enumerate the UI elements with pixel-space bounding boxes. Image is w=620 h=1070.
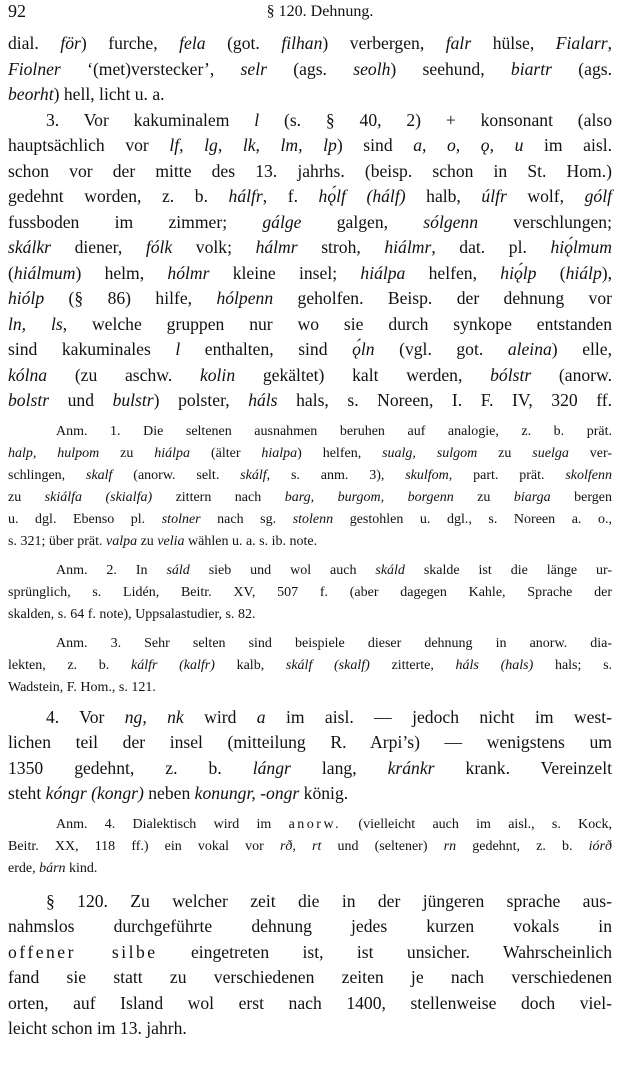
text-run: eingetreten ist, ist unsicher. Wahrscheinlich	[157, 941, 612, 962]
text-run: ) sind	[336, 135, 414, 155]
running-title: § 120. Dehnung.	[266, 3, 374, 20]
text-run: , dat. pl.	[431, 237, 551, 257]
italic-term: bárn	[39, 860, 66, 876]
italic-term: ln, ls	[8, 313, 63, 334]
italic-term: hiǫ́lp	[500, 262, 537, 283]
text-run: stroh,	[297, 237, 385, 257]
text-run: und	[49, 390, 113, 410]
text-run: zu	[137, 533, 158, 549]
text-run: ,	[607, 33, 612, 53]
italic-term: selr	[240, 58, 267, 79]
text-run: 3. Vor kakuminalem	[46, 109, 255, 130]
text-line	[8, 509, 612, 531]
text-run: leicht schon im 13. jahrh.	[8, 1018, 187, 1038]
text-run: lang,	[290, 757, 388, 778]
text-run: sieb und wol auch	[189, 562, 376, 578]
italic-term: konungr, -ongr	[194, 783, 300, 803]
text-line	[8, 337, 612, 363]
italic-term: biartr	[510, 58, 552, 79]
text-run: Anm. 3. Sehr selten sind beispiele dieser dehnung in anorw. dia-	[56, 635, 612, 651]
text-run: gekältet) kalt werden,	[235, 364, 491, 385]
text-run: erde,	[8, 860, 40, 876]
text-run: , f.	[262, 186, 319, 206]
text-run: 1350 gedehnt, z. b.	[8, 757, 253, 778]
italic-term: hialpa	[261, 445, 298, 461]
annotation-paragraph	[8, 421, 612, 553]
italic-term: falr	[445, 33, 472, 53]
italic-term: skálf (skalf)	[285, 657, 370, 673]
italic-term: gálge	[262, 211, 302, 232]
text-run: , s. anm. 3),	[266, 467, 406, 483]
italic-term: fólk	[145, 237, 173, 257]
italic-term: sólgenn	[423, 211, 479, 232]
text-line	[8, 914, 612, 940]
text-line	[8, 159, 612, 185]
text-run: (anorw. selt.	[112, 467, 241, 483]
text-run: hülse,	[471, 33, 556, 53]
body-paragraph	[8, 108, 612, 414]
text-run: Wadstein, F. Hom., s. 121.	[8, 679, 156, 695]
text-run: schon vor der mitte des 13. jahrhs. (beisp. schon in St. Hom.)	[8, 160, 612, 181]
text-line	[8, 889, 612, 915]
text-line	[8, 965, 612, 991]
text-line	[8, 82, 612, 108]
text-line	[8, 1016, 612, 1042]
body-paragraph	[8, 889, 612, 1042]
text-run: (vielleicht auch im aisl., s. Kock,	[341, 816, 612, 832]
italic-term: hiǫ́lmum	[550, 237, 613, 257]
text-run: hals, s. Noreen, I. F. IV, 320 ff.	[277, 390, 613, 410]
text-line	[8, 210, 612, 236]
text-run: halb,	[405, 186, 482, 206]
annotation-paragraph	[8, 633, 612, 699]
italic-term: hálfr	[228, 186, 263, 206]
italic-term: hólpenn	[216, 288, 274, 308]
text-line	[8, 133, 612, 159]
italic-term: aleina	[507, 339, 552, 359]
text-line	[8, 531, 612, 553]
italic-term: filhan	[281, 33, 323, 53]
text-run: enthalten, sind	[180, 339, 353, 359]
text-line	[8, 31, 612, 57]
text-run: krank. Vereinzelt	[434, 757, 612, 778]
text-line	[8, 858, 612, 880]
text-run: zu	[453, 489, 514, 505]
text-run: im aisl. — jedoch nicht im west-	[265, 706, 613, 727]
text-run: , part. prät.	[448, 467, 566, 483]
text-run: diener,	[51, 237, 146, 257]
text-run: (vgl. got.	[374, 339, 508, 359]
italic-term: hiálmr	[384, 237, 432, 257]
italic-term: a	[256, 706, 266, 727]
text-run: zu	[8, 489, 45, 505]
italic-term: sualg, sulgom	[382, 445, 478, 461]
text-run: geholfen. Beisp. der dehnung vor	[273, 288, 612, 308]
italic-term: suelga	[532, 445, 569, 461]
italic-term: valpa	[105, 533, 138, 549]
text-line	[8, 604, 612, 626]
text-run: skalde ist die länge ur-	[404, 562, 612, 578]
text-run: wird	[183, 706, 257, 727]
text-run: kalb,	[214, 657, 286, 673]
text-run: zu	[477, 445, 533, 461]
text-run: bergen	[550, 489, 612, 505]
text-run: , welche gruppen nur wo sie durch synkope entstanden	[62, 313, 612, 334]
text-line	[8, 836, 612, 858]
text-line	[8, 756, 612, 782]
italic-term: háls (hals)	[455, 657, 534, 673]
text-line	[8, 633, 612, 655]
text-line	[8, 261, 612, 287]
italic-term: beorht	[8, 84, 54, 104]
text-run: (	[8, 262, 14, 283]
italic-term: sáld	[166, 562, 190, 578]
text-run: lekten, z. b.	[8, 657, 131, 673]
text-run: u. dgl. Ebenso pl.	[8, 511, 162, 527]
italic-term: ng, nk	[124, 706, 184, 727]
text-run: zittern nach	[152, 489, 285, 505]
text-run: ) verbergen,	[322, 33, 446, 53]
italic-term: skiálfa (skialfa)	[44, 489, 153, 505]
italic-term: biarga	[513, 489, 551, 505]
italic-term: Fiolner	[8, 58, 61, 79]
annotation-paragraph	[8, 814, 612, 880]
italic-term: rn	[443, 838, 457, 854]
italic-term: lángr	[252, 757, 291, 778]
text-run: Anm. 2. In	[56, 562, 167, 578]
italic-term: hiólp	[8, 288, 45, 308]
text-line	[8, 677, 612, 699]
text-run: skalden, s. 64 f. note), Uppsalastudier, s. 82.	[8, 606, 256, 622]
text-line	[8, 443, 612, 465]
italic-term: skálkr	[8, 237, 51, 257]
text-line	[8, 582, 612, 604]
text-run: (got.	[205, 33, 282, 53]
italic-term: skalf	[86, 467, 113, 483]
text-line	[8, 781, 612, 807]
text-line	[8, 388, 612, 414]
page-number: 92	[8, 1, 26, 21]
text-line	[8, 363, 612, 389]
italic-term: halp, hulpom	[8, 445, 100, 461]
text-line	[8, 312, 612, 338]
text-line	[8, 655, 612, 677]
text-run: (s. § 40, 2) + konsonant (also	[259, 109, 612, 130]
italic-term: hiálpa	[360, 262, 406, 283]
text-line	[8, 705, 612, 731]
text-run: zitterte,	[369, 657, 456, 673]
italic-term: stolenn	[292, 511, 334, 527]
italic-term: skálf	[240, 467, 267, 483]
italic-term: a, o, ǫ, u	[413, 135, 524, 155]
body-paragraph	[8, 31, 612, 108]
text-line	[8, 487, 612, 509]
text-run: nahmslos durchgeführte dehnung jedes kurzen vokals in	[8, 916, 612, 936]
text-run: sprünglich, s. Lidén, Beitr. XV, 507 f. (aber dagegen Kahle, Sprache der	[8, 584, 612, 600]
text-line	[8, 465, 612, 487]
text-run: könig.	[299, 783, 349, 803]
italic-term: háls	[248, 390, 278, 410]
text-run: ) elle,	[551, 339, 612, 359]
text-run: hals; s.	[533, 657, 613, 673]
text-run: Anm. 1. Die seltenen ausnahmen beruhen auf analogie, z. b. prät.	[56, 423, 612, 439]
italic-term: hólmr	[167, 262, 210, 283]
italic-term: lf, lg, lk, lm, lp	[169, 135, 337, 155]
text-run: ) polster,	[153, 390, 249, 410]
text-run: (ags.	[266, 58, 354, 79]
body-paragraph	[8, 705, 612, 807]
text-line	[8, 108, 612, 134]
text-run: ) furche,	[80, 33, 180, 53]
text-run: galgen,	[301, 211, 424, 232]
text-run: ),	[601, 262, 613, 283]
text-run: ) seehund,	[390, 58, 511, 79]
text-run: § 120. Zu welcher zeit die in der jüngeren sprache aus-	[46, 890, 612, 911]
text-run: volk;	[172, 237, 256, 257]
italic-term: gólf	[584, 186, 612, 206]
text-line	[8, 560, 612, 582]
italic-term: hiálmum	[13, 262, 76, 283]
text-run: zu	[99, 445, 155, 461]
text-line	[8, 57, 612, 83]
text-run: schlingen,	[8, 467, 86, 483]
italic-term: bulstr	[112, 390, 154, 410]
italic-term: fela	[179, 33, 206, 53]
italic-term: kólna	[8, 364, 48, 385]
text-run: und (seltener)	[321, 838, 444, 854]
text-line	[8, 235, 612, 261]
italic-term: l	[254, 109, 260, 130]
text-run: verschlungen;	[478, 211, 612, 232]
italic-term: ǫ́ln	[352, 339, 375, 359]
text-run: 4. Vor	[46, 706, 125, 727]
text-line	[8, 940, 612, 966]
text-run: im aisl.	[523, 135, 613, 155]
text-run: (§ 86) hilfe,	[44, 288, 217, 308]
annotation-paragraph	[8, 560, 612, 626]
text-run: (	[536, 262, 566, 283]
text-run: ) hell, licht u. a.	[53, 84, 165, 104]
text-run: ver-	[568, 445, 612, 461]
italic-term: stolner	[161, 511, 201, 527]
text-run: wählen u. a. s. ib. note.	[184, 533, 318, 549]
italic-term: hǫ́lf (hálf)	[318, 186, 406, 206]
text-run: ) helm,	[75, 262, 168, 283]
text-line	[8, 730, 612, 756]
italic-term: seolh	[353, 58, 391, 79]
text-run: hauptsächlich vor	[8, 135, 170, 155]
text-run: s. 321; über prät.	[8, 533, 106, 549]
italic-term: bolstr	[8, 390, 50, 410]
italic-term: kolin	[199, 364, 236, 385]
italic-term: l	[175, 339, 181, 359]
text-run: Anm. 4. Dialektisch wird im	[56, 816, 289, 832]
text-run: (zu aschw.	[47, 364, 200, 385]
italic-term: hiálpa	[154, 445, 191, 461]
text-line	[8, 991, 612, 1017]
italic-term: velia	[157, 533, 185, 549]
text-run: (älter	[190, 445, 262, 461]
text-run: nach sg.	[200, 511, 293, 527]
text-run: gedehnt, z. b.	[456, 838, 589, 854]
text-run: wolf,	[506, 186, 585, 206]
italic-term: skulfom	[405, 467, 449, 483]
text-run: sind kakuminales	[8, 339, 176, 359]
italic-term: iórð	[588, 838, 612, 854]
text-line	[8, 421, 612, 443]
text-line	[8, 286, 612, 312]
text-run: fussboden im zimmer;	[8, 211, 263, 232]
text-run: (ags.	[551, 58, 612, 79]
text-run: ) helfen,	[297, 445, 383, 461]
text-run: lichen teil der insel (mitteilung R. Arpi’s) — wenigstens um	[8, 732, 612, 752]
text-run: helfen,	[405, 262, 501, 283]
italic-term: kránkr	[387, 757, 435, 778]
text-line	[8, 814, 612, 836]
text-run: gedehnt worden, z. b.	[8, 186, 229, 206]
italic-term: barg, burgom, borgenn	[284, 489, 454, 505]
italic-term: kóngr (kongr)	[45, 783, 144, 803]
text-run: kleine insel;	[209, 262, 361, 283]
italic-term: hiálp	[565, 262, 602, 283]
italic-term: bólstr	[490, 364, 532, 385]
italic-term: för	[60, 33, 81, 53]
italic-term: Fialarr	[555, 33, 608, 53]
text-run: neben	[143, 783, 195, 803]
text-run: fand sie statt zu verschiedenen zeiten je nach verschiedenen	[8, 967, 612, 987]
italic-term: rð, rt	[279, 838, 322, 854]
italic-term: skolfenn	[565, 467, 612, 483]
spaced-emphasis: anorw.	[288, 816, 342, 832]
text-run: dial.	[8, 33, 61, 53]
page-body	[8, 31, 612, 1042]
italic-term: kálfr (kalfr)	[131, 657, 215, 673]
text-line	[8, 184, 612, 210]
text-run: (anorw.	[531, 364, 612, 385]
text-run: gestohlen u. dgl., s. Noreen a. o.,	[333, 511, 612, 527]
text-run: steht	[8, 783, 46, 803]
text-run: kind.	[65, 860, 98, 876]
italic-term: skáld	[375, 562, 405, 578]
text-run: ‘(met)verstecker’,	[60, 58, 241, 79]
text-run: Beitr. XX, 118 ff.) ein vokal vor	[8, 838, 280, 854]
italic-term: úlfr	[481, 186, 507, 206]
spaced-emphasis: offener silbe	[8, 941, 158, 962]
text-run: orten, auf Island wol erst nach 1400, stellenweise doch viel-	[8, 992, 612, 1013]
italic-term: hálmr	[255, 237, 298, 257]
